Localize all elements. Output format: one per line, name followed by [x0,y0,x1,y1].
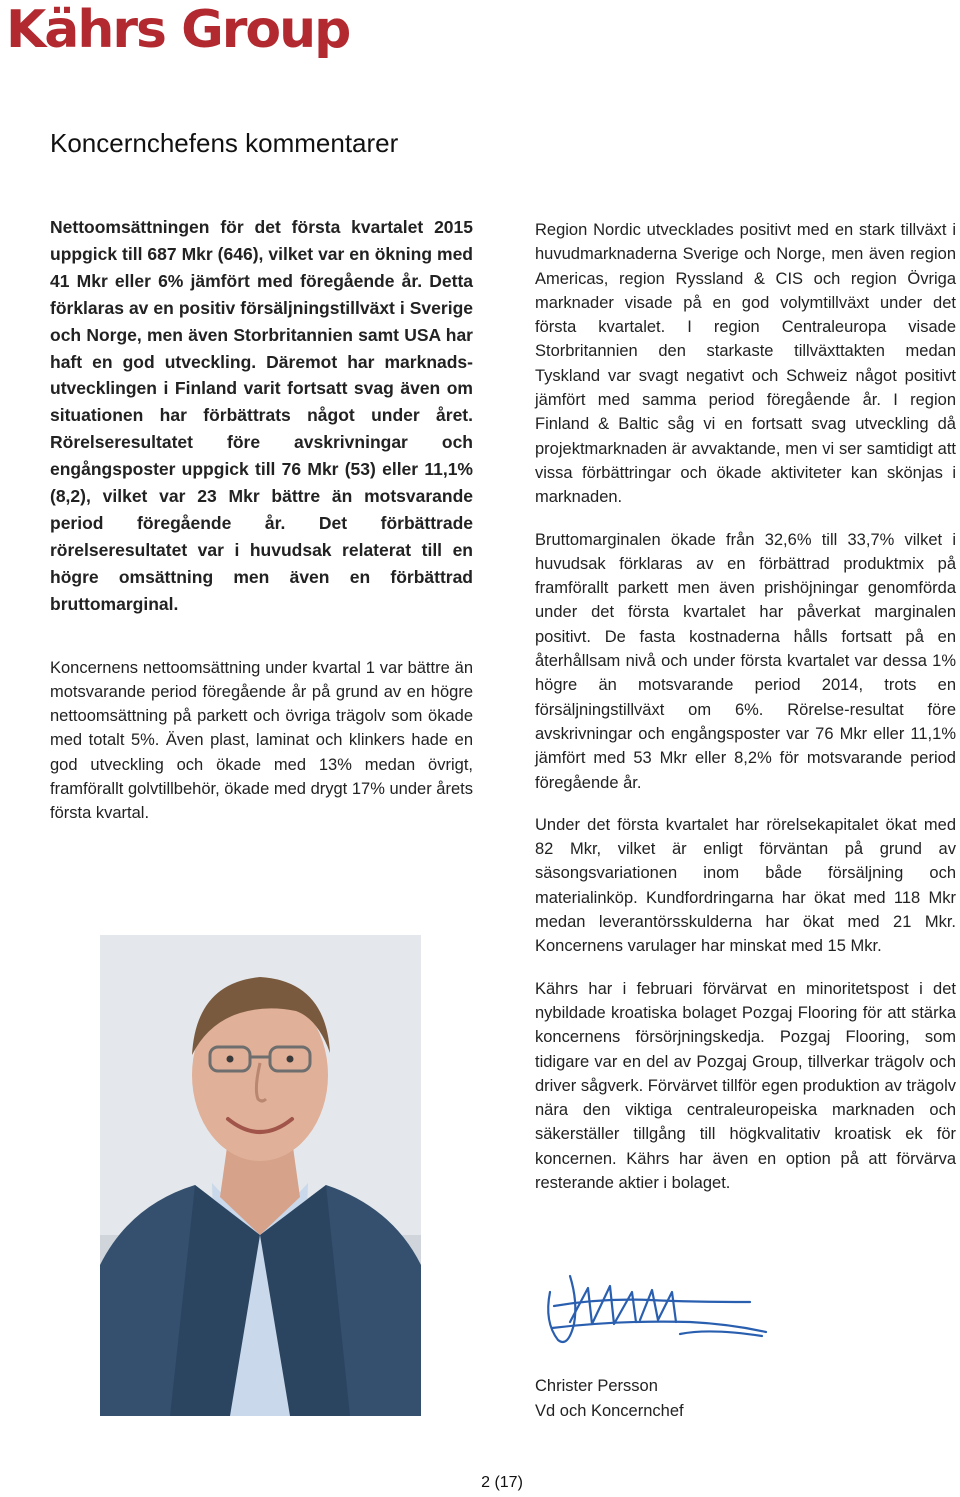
page-number: 2 (17) [481,1474,523,1491]
signer-title: Vd och Koncernchef [535,1401,684,1420]
portrait-illustration [100,935,421,1416]
intro-paragraph: Nettoomsättningen för det första kvartalet 2015 uppgick till 687 Mkr (646), vilket var en ökning med 41 Mkr eller 6% jämfört med föregående år. Detta förklaras av en positiv försäljningstillväxt i Sverige och Norge, men även Storbritannien samt USA har haft en god utveckling. Däremot har marknads-utvecklingen i Finland varit fortsatt svag även om situationen har förbättrats något under året. Rörelseresultatet före avskrivningar och engångsposter uppgick till 76 Mkr (53) eller 11,1% (8,2), vilket var 23 Mkr bättre än motsvarande period föregående år. Det förbättrade rörelseresultatet var i huvudsak relaterat till en högre omsättning men även en förbättrad bruttomarginal. [50,217,473,614]
kahrs-group-logo: Kährs Group [6,0,350,60]
ceo-portrait-photo [100,935,421,1416]
signoff-block [535,1374,684,1423]
body-paragraph: Kährs har i februari förvärvat en minoritetspost i det nybildade kroatiska bolaget Pozgaj Flooring för att stärka koncernens försörjningskedja. Pozgaj Flooring, som tidigare var en del av Pozgaj Group, tillverkar trägolv och driver sågverk. Förvärvet tillför egen produktion av trägolv nära den viktiga centraleuropeiska marknaden och säkerställer tillgång till högkvalitativ kroatisk ek för koncernen. Kährs har även en option på att förvärva resterande aktier i bolaget. [535,979,956,1192]
body-paragraph: Bruttomarginalen ökade från 32,6% till 33,7% vilket i huvudsak förklaras av en förbättrad produktmix på framförallt parkett men även prishöjningar genomförda under det första kvartalet har påverkat marginalen positivt. De fasta kostnaderna hålls fortsatt på en återhållsam nivå och under första kvartalet var dessa 1% högre än motsvarande period 2014, trots en försäljningstillväxt om 6%. Rörelse-resultat före avskrivningar och engångsposter var 76 Mkr eller 11,1% jämfört med 53 Mkr eller 8,2% för motsvarande period föregående år. [535,530,956,792]
left-column [50,214,473,826]
body-paragraph: Koncernens nettoomsättning under kvartal 1 var bättre än motsvarande period föregående år på grund av en högre nettoomsättning på parkett och övriga trägolv som ökade med totalt 5%. Även plast, laminat och klinkers hade en god utveckling och ökade med 13% medan övrigt, framförallt golvtillbehör, ökade med drygt 17% under årets första kvartal. [50,658,473,823]
body-paragraph: Under det första kvartalet har rörelsekapitalet ökat med 82 Mkr, vilket är enligt förväntan på grund av säsongsvariationen inom både försäljning och materialinköp. Kundfordringarna har ökat med 118 Mkr medan leverantörsskulderna har ökat med 21 Mkr. Koncernens varulager har minskat med 15 Mkr. [535,815,956,956]
body-paragraph: Region Nordic utvecklades positivt med en stark tillväxt i huvudmarknaderna Sverige och Norge, men även region Americas, region Ryssland & CIS och region Övriga marknader visade på en god volymtillväxt under det första kvartalet. I region Centraleuropa visade Storbritannien den starkaste tillväxttakten medan Tyskland var svagt negativt och Schweiz något positivt jämfört med samma period föregående år. I region Finland & Baltic såg vi en fortsatt svag utveckling då projektmarknaden är avvaktande, men vi ser samtidigt att vissa förbättringar och ökade aktiviteter kan skönjas i marknaden. [535,221,956,507]
handwritten-signature [540,1262,780,1358]
signature [540,1262,780,1358]
page-title: Koncernchefens kommentarer [50,128,399,158]
signer-name: Christer Persson [535,1377,658,1395]
right-column [535,218,956,1195]
